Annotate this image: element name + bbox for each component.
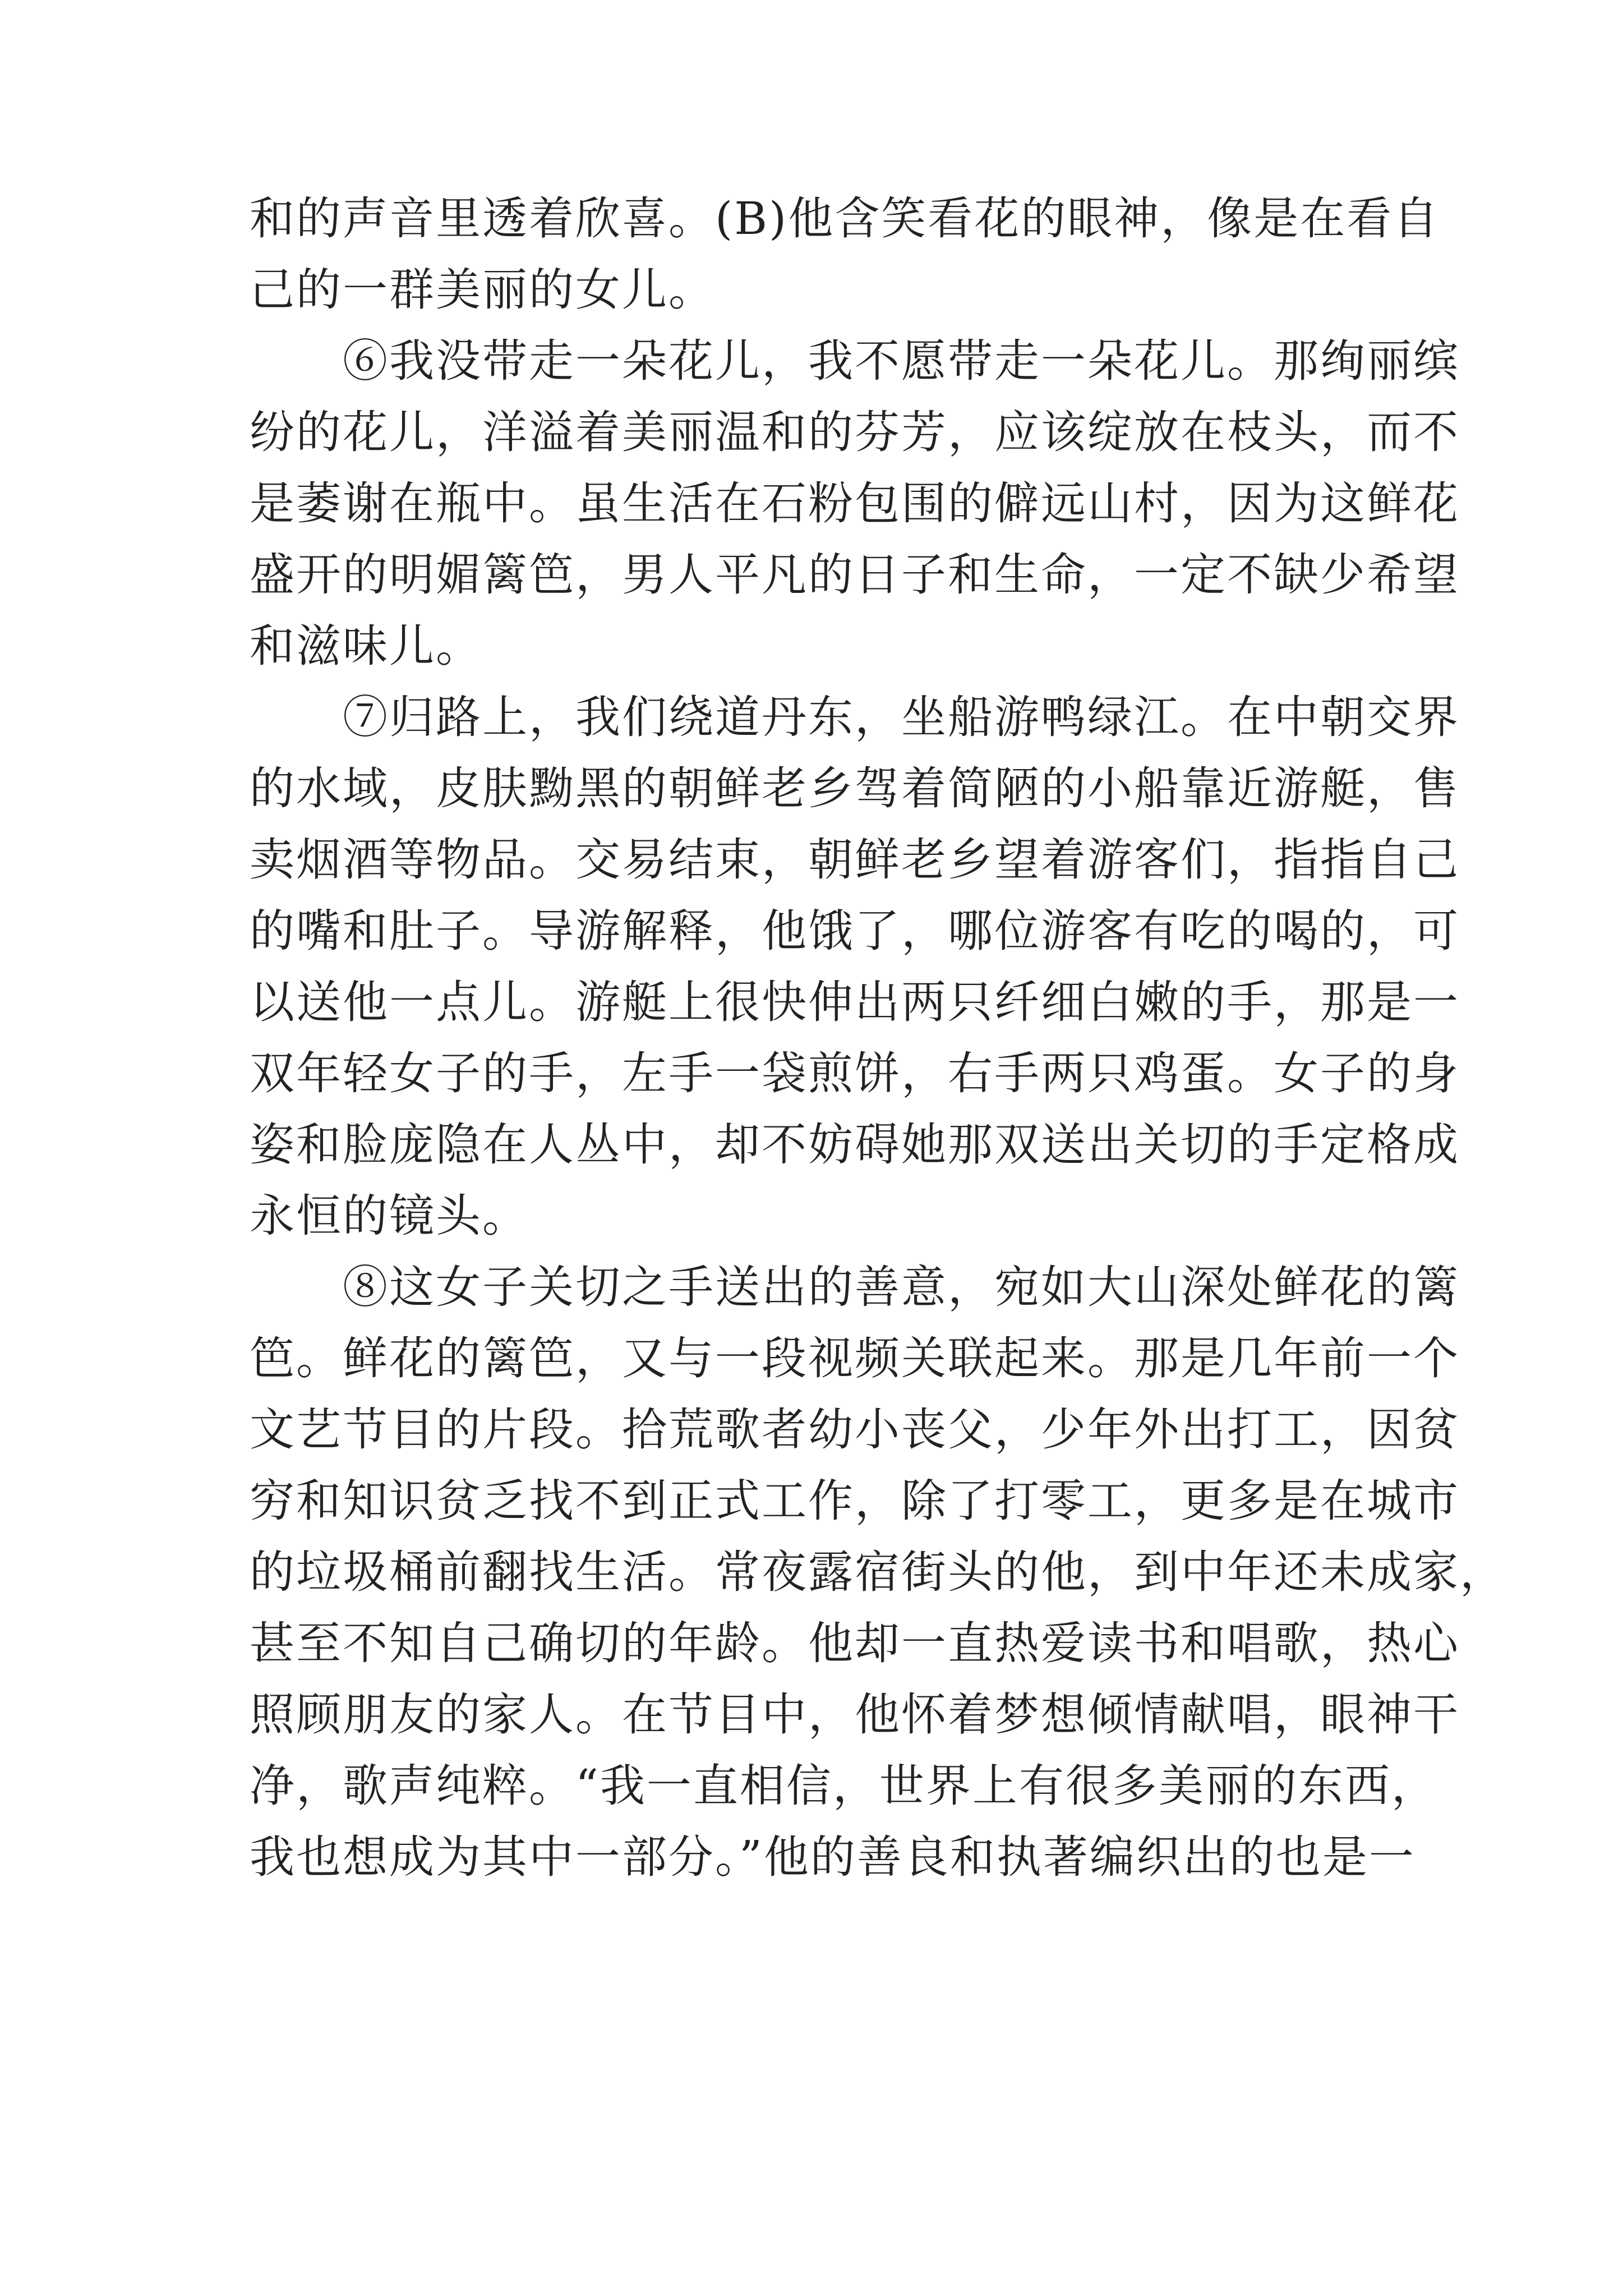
text-line: 净，歌声纯粹。“我一直相信，世界上有很多美丽的东西， [250, 1760, 1438, 1812]
text-line: 甚至不知自己确切的年龄。他却一直热爱读书和唱歌，热心 [250, 1617, 1460, 1669]
text-line: 己的一群美丽的女儿。 [250, 264, 715, 316]
text-line: 和滋味儿。 [250, 620, 482, 672]
text-line: 永恒的镜头。 [250, 1190, 529, 1242]
text-line: 笆。鲜花的篱笆，又与一段视频关联起来。那是几年前一个 [250, 1332, 1460, 1384]
text-line: 我也想成为其中一部分。”他的善良和执著编织出的也是一 [250, 1831, 1415, 1883]
text-line: 和的声音里透着欣喜。(B)他含笑看花的眼神，像是在看自 [250, 192, 1440, 245]
text-line: 双年轻女子的手，左手一袋煎饼，右手两只鸡蛋。女子的身 [250, 1047, 1460, 1099]
text-line: 文艺节目的片段。拾荒歌者幼小丧父，少年外出打工，因贫 [250, 1404, 1460, 1456]
text-line: 卖烟酒等物品。交易结束，朝鲜老乡望着游客们，指指自己 [250, 834, 1460, 886]
text-line: 是萎谢在瓶中。虽生活在石粉包围的僻远山村，因为这鲜花 [250, 477, 1460, 530]
paragraph-6-start: ⑥我没带走一朵花儿，我不愿带走一朵花儿。那绚丽缤 [250, 335, 1460, 387]
paragraph-8-start: ⑧这女子关切之手送出的善意，宛如大山深处鲜花的篱 [250, 1261, 1460, 1313]
text-line: 姿和脸庞隐在人丛中，却不妨碍她那双送出关切的手定格成 [250, 1119, 1460, 1171]
text-line: 穷和知识贫乏找不到正式工作，除了打零工，更多是在城市 [250, 1475, 1460, 1527]
text-line: 的嘴和肚子。导游解释，他饿了，哪位游客有吃的喝的，可 [250, 905, 1460, 957]
text-line: 盛开的明媚篱笆，男人平凡的日子和生命，一定不缺少希望 [250, 549, 1460, 601]
paragraph-7-start: ⑦归路上，我们绕道丹东，坐船游鸭绿江。在中朝交界 [250, 691, 1460, 743]
text-line: 的水域，皮肤黝黑的朝鲜老乡驾着简陋的小船靠近游艇，售 [250, 762, 1460, 815]
text-line: 纷的花儿，洋溢着美丽温和的芬芳，应该绽放在枝头，而不 [250, 406, 1460, 458]
text-line: 的垃圾桶前翻找生活。常夜露宿街头的他，到中年还未成家， [250, 1546, 1506, 1598]
text-line: 以送他一点儿。游艇上很快伸出两只纤细白嫩的手，那是一 [250, 976, 1460, 1028]
text-line: 照顾朋友的家人。在节目中，他怀着梦想倾情献唱，眼神干 [250, 1688, 1460, 1741]
